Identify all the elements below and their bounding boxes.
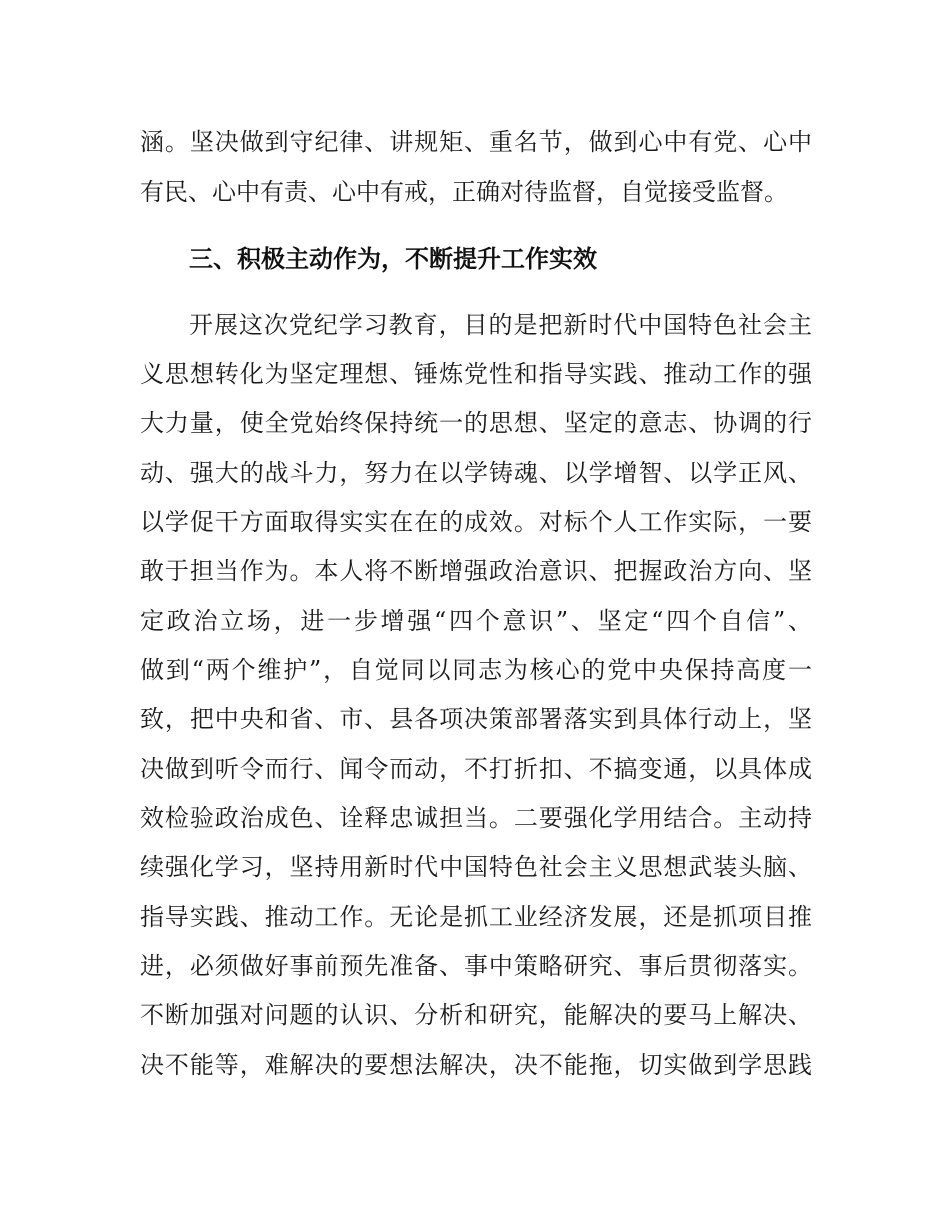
body-text-line: 以学促干方面取得实实在在的成效。对标个人工作实际，一要	[140, 508, 812, 536]
body-text-line: 涵。坚决做到守纪律、讲规矩、重名节，做到心中有党、心中	[140, 128, 812, 156]
section-heading: 三、积极主动作为，不断提升工作实效	[189, 245, 597, 273]
body-text-line: 动、强大的战斗力，努力在以学铸魂、以学增智、以学正风、	[140, 459, 812, 487]
body-text-line: 做到“两个维护”，自觉同以同志为核心的党中央保持高度一	[140, 656, 812, 684]
body-text-line: 决不能等，难解决的要想法解决，决不能拖，切实做到学思践	[140, 1051, 812, 1079]
body-text-line: 开展这次党纪学习教育，目的是把新时代中国特色社会主	[189, 311, 812, 339]
body-text-line: 有民、心中有责、心中有戒，正确对待监督，自觉接受监督。	[140, 178, 788, 206]
body-text-line: 指导实践、推动工作。无论是抓工业经济发展，还是抓项目推	[140, 903, 812, 931]
body-text-line: 大力量，使全党始终保持统一的思想、坚定的意志、协调的行	[140, 409, 812, 437]
body-text-line: 效检验政治成色、诠释忠诚担当。二要强化学用结合。主动持	[140, 804, 812, 832]
body-text-line: 不断加强对问题的认识、分析和研究，能解决的要马上解决、	[140, 1001, 812, 1029]
body-text-line: 决做到听令而行、闻令而动，不打折扣、不搞变通，以具体成	[140, 755, 812, 783]
body-text-line: 定政治立场，进一步增强“四个意识”、坚定“四个自信”、	[140, 607, 812, 635]
body-text-line: 义思想转化为坚定理想、锤炼党性和指导实践、推动工作的强	[140, 360, 812, 388]
body-text-line: 续强化学习，坚持用新时代中国特色社会主义思想武装头脑、	[140, 853, 812, 881]
body-text-line: 敢于担当作为。本人将不断增强政治意识、把握政治方向、坚	[140, 557, 812, 585]
body-text-line: 进，必须做好事前预先准备、事中策略研究、事后贯彻落实。	[140, 952, 812, 980]
body-text-line: 致，把中央和省、市、县各项决策部署落实到具体行动上，坚	[140, 705, 812, 733]
